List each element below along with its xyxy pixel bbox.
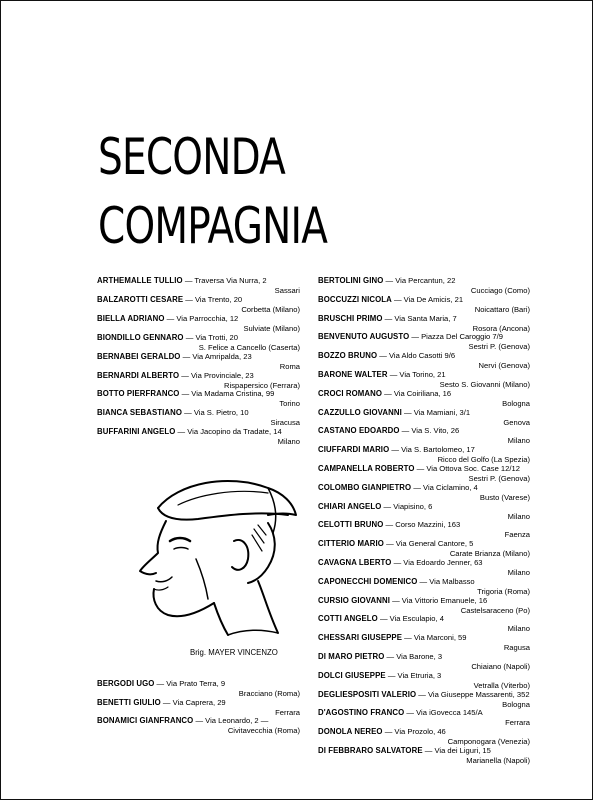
entry-name: DEGLIESPOSITI VALERIO — [318, 689, 417, 699]
entry-name: CHIARI ANGELO — [318, 501, 382, 511]
entry-address: — Via Prozolo, 46 — [384, 727, 446, 737]
entry-line — [318, 502, 432, 511]
entry-line — [97, 276, 267, 285]
entry-line — [318, 483, 478, 492]
entry-line — [97, 389, 274, 398]
entry-name: CROCI ROMANO — [318, 388, 383, 398]
entry-address: — Via dei Liguri, 15 — [424, 746, 491, 755]
entry-address: — Via Madama Cristina, 99 — [181, 389, 275, 399]
entry-city: Sulviate (Milano) — [243, 323, 300, 333]
page-title-line1: SECONDA — [98, 128, 286, 186]
entry-city: Nervi (Genova) — [478, 361, 530, 371]
entry-line — [318, 445, 475, 454]
entry-address: — Via S. Bartolomeo, 17 — [391, 445, 475, 455]
entry-address: — Via Vittorio Emanuele, 16 — [392, 595, 488, 605]
entry-city: Camponogara (Venezia) — [447, 737, 530, 747]
entry-address: — Via iGovecca 145/A — [406, 708, 483, 718]
entry-city: Corbetta (Milano) — [241, 304, 300, 314]
entry-line — [318, 295, 463, 304]
entry-city: Ragusa — [503, 643, 530, 653]
entry-line — [97, 716, 268, 725]
entry-name: BIONDILLO GENNARO — [97, 332, 184, 342]
entry-line — [318, 690, 530, 699]
entry-address: — Via Jacopino da Tradate, 14 — [177, 427, 282, 437]
entry-address: — Via Trento, 20 — [185, 294, 243, 304]
entry-line — [318, 370, 446, 379]
entry-address: — Via Mamiani, 3/1 — [403, 407, 471, 417]
portrait-caption: Brig. MAYER VINCENZO — [190, 648, 278, 657]
entry-line — [318, 746, 491, 755]
entry-address: — Via Marconi, 59 — [404, 633, 467, 643]
entry-address: — Via Torino, 21 — [389, 370, 446, 379]
entry-city: Rispapersico (Ferrara) — [224, 380, 300, 390]
entry-address: — Via Amripalda, 23 — [182, 351, 252, 361]
entry-line — [318, 464, 520, 473]
entry-name: CAZZULLO GIOVANNI — [318, 407, 402, 417]
entry-city: Milano — [507, 436, 530, 446]
entry-address: — Via Barone, 3 — [386, 652, 443, 661]
entry-city: Sestri P. (Genova) — [468, 342, 530, 352]
entry-name: CURSIO GIOVANNI — [318, 595, 390, 605]
entry-name: BUFFARINI ANGELO — [97, 427, 176, 437]
entry-line — [318, 276, 455, 285]
entry-city: Faenza — [504, 530, 530, 540]
entry-name: CELOTTI BRUNO — [318, 520, 384, 530]
entry-line — [318, 614, 444, 623]
entry-address: — Via Ottova Soc. Case 12/12 — [416, 464, 520, 473]
entry-line — [97, 679, 225, 688]
entry-address: — Via Prato Terra, 9 — [156, 679, 226, 688]
entry-line — [97, 427, 282, 436]
entry-name: CAPONECCHI DOMENICO — [318, 576, 418, 586]
entry-line — [318, 539, 473, 548]
entry-city: Genova — [503, 417, 530, 427]
entry-name: BONAMICI GIANFRANCO — [97, 716, 194, 725]
entry-name: BERGODI UGO — [97, 679, 155, 688]
entry-name: BALZAROTTI CESARE — [97, 294, 184, 304]
entry-city: Rosora (Ancona) — [472, 323, 530, 333]
entry-city: Bologna — [502, 699, 530, 709]
entry-name: BERNABEI GERALDO — [97, 351, 181, 361]
entry-address: — Via Parrocchia, 12 — [166, 313, 239, 323]
entry-name: CASTANO EDOARDO — [318, 426, 400, 436]
entry-address: — Via Esculapio, 4 — [379, 614, 444, 624]
entry-city: Busto (Varese) — [479, 492, 530, 502]
entry-city: Castelsaraceno (Po) — [460, 605, 530, 615]
entry-name: COLOMBO GIANPIETRO — [318, 482, 412, 492]
entry-address: — Via Santa Maria, 7 — [384, 313, 457, 323]
entry-city: Torino — [279, 399, 300, 409]
entry-city: Carate Brianza (Milano) — [449, 549, 530, 559]
entry-address: — Via Ciclamino, 4 — [413, 482, 478, 492]
entry-name: BRUSCHI PRIMO — [318, 313, 383, 323]
entry-line — [97, 371, 254, 380]
entry-name: DI FEBBRARO SALVATORE — [318, 746, 423, 755]
entry-line — [97, 408, 249, 417]
list-entry — [97, 427, 300, 451]
entry-line — [97, 333, 238, 342]
entry-city: Milano — [277, 437, 300, 447]
entry-line — [318, 577, 475, 586]
entry-city: Ferrara — [505, 718, 530, 728]
entry-city: Marianella (Napoli) — [466, 756, 530, 765]
entry-city: Milano — [507, 568, 530, 577]
entry-city: Sestri P. (Genova) — [468, 474, 530, 483]
entry-address: — Viapisino, 6 — [383, 501, 433, 511]
entry-line — [318, 652, 442, 661]
entry-city: Sesto S. Giovanni (Milano) — [439, 380, 530, 389]
entry-city: Trigoria (Roma) — [477, 586, 530, 596]
entry-name: BOTTO PIERFRANCO — [97, 389, 180, 399]
entry-address: — Via De Amicis, 21 — [393, 294, 464, 304]
entry-address: — Via Provinciale, 23 — [181, 370, 254, 380]
entry-city: Milano — [507, 624, 530, 634]
entry-line — [318, 558, 483, 567]
entry-city: S. Felice a Cancello (Caserta) — [198, 342, 300, 352]
entry-line — [318, 314, 457, 323]
entry-address: — Piazza Del Caroggio 7/9 — [411, 332, 503, 342]
entry-city: Cucciago (Como) — [470, 286, 530, 295]
entry-city: Bracciano (Roma) — [238, 689, 300, 698]
list-entry — [97, 716, 300, 740]
entry-name: BIANCA SEBASTIANO — [97, 408, 183, 418]
entry-city: Sassari — [274, 286, 300, 295]
entry-city: Bologna — [502, 398, 530, 408]
entry-address: — Via Coiriliana, 16 — [384, 388, 452, 398]
entry-name: CITTERIO MARIO — [318, 539, 384, 549]
entry-line — [318, 351, 455, 360]
entry-line — [318, 389, 451, 398]
entry-name: COTTI ANGELO — [318, 614, 378, 624]
entry-city: Civitavecchia (Roma) — [227, 726, 300, 735]
entry-address: — Corso Mazzini, 163 — [385, 520, 461, 530]
entry-line — [97, 314, 238, 323]
entry-name: D'AGOSTINO FRANCO — [318, 708, 405, 718]
entry-address: — Via S. Vito, 26 — [401, 426, 460, 436]
entry-name: DONOLA NEREO — [318, 727, 383, 737]
entry-line — [318, 332, 503, 341]
entry-name: DOLCI GIUSEPPE — [318, 670, 386, 680]
entry-city: Milano — [507, 511, 530, 521]
entry-address: — Via Edoardo Jenner, 63 — [393, 558, 483, 567]
entry-name: BENVENUTO AUGUSTO — [318, 332, 410, 342]
entry-name: BENETTI GIULIO — [97, 697, 161, 707]
entry-address: — Via General Cantore, 5 — [386, 539, 474, 549]
entry-line — [318, 727, 446, 736]
entry-city: Roma — [279, 361, 300, 371]
entry-line — [97, 295, 242, 304]
page-title-line2: COMPAGNIA — [98, 197, 328, 255]
entry-address: — Via Aldo Casotti 9/6 — [379, 351, 456, 361]
entry-address: — Via Malbasso — [419, 576, 475, 586]
entry-name: BOZZO BRUNO — [318, 351, 378, 361]
entry-name: BERTOLINI GINO — [318, 276, 384, 285]
entry-address: — Via Trotti, 20 — [185, 332, 238, 342]
entry-address: — Via Caprera, 29 — [162, 697, 226, 707]
entry-name: BIELLA ADRIANO — [97, 313, 165, 323]
list-entry — [318, 746, 530, 770]
entry-line — [318, 708, 483, 717]
entry-line — [318, 408, 470, 417]
entry-address: — Via Giuseppe Massarenti, 352 — [418, 689, 530, 699]
entry-line — [97, 352, 252, 361]
portrait-drawing — [118, 463, 308, 643]
entry-name: CIUFFARDI MARIO — [318, 445, 390, 455]
entry-name: BERNARDI ALBERTO — [97, 370, 180, 380]
entry-name: BARONE WALTER — [318, 370, 388, 379]
entry-city: Ricco del Golfo (La Spezia) — [437, 455, 530, 465]
entry-name: CAMPANELLA ROBERTO — [318, 464, 415, 473]
entry-address: — Via Etruria, 3 — [387, 670, 442, 680]
entry-address: — Via S. Pietro, 10 — [184, 408, 249, 418]
entry-name: DI MARO PIETRO — [318, 652, 385, 661]
entry-address: — Via Percantun, 22 — [385, 276, 456, 285]
entry-name: CHESSARI GIUSEPPE — [318, 633, 403, 643]
entry-line — [318, 671, 441, 680]
entry-city: Siracusa — [270, 418, 300, 428]
entry-line — [318, 426, 459, 435]
entry-address: — Via Leonardo, 2 — — [195, 716, 269, 725]
entry-line — [318, 520, 460, 529]
entry-city: Chiaiano (Napoli) — [471, 662, 530, 671]
entry-address: — Traversa Via Nurra, 2 — [184, 276, 267, 285]
entry-name: ARTHEMALLE TULLIO — [97, 276, 183, 285]
entry-city: Ferrara — [275, 707, 300, 717]
entry-line — [318, 596, 487, 605]
entry-line — [97, 698, 226, 707]
entry-city: Noicattaro (Bari) — [474, 304, 530, 314]
entry-name: CAVAGNA LBERTO — [318, 558, 392, 567]
entry-line — [318, 633, 466, 642]
entry-name: BOCCUZZI NICOLA — [318, 294, 392, 304]
entry-city: Vetralla (Viterbo) — [473, 680, 530, 690]
